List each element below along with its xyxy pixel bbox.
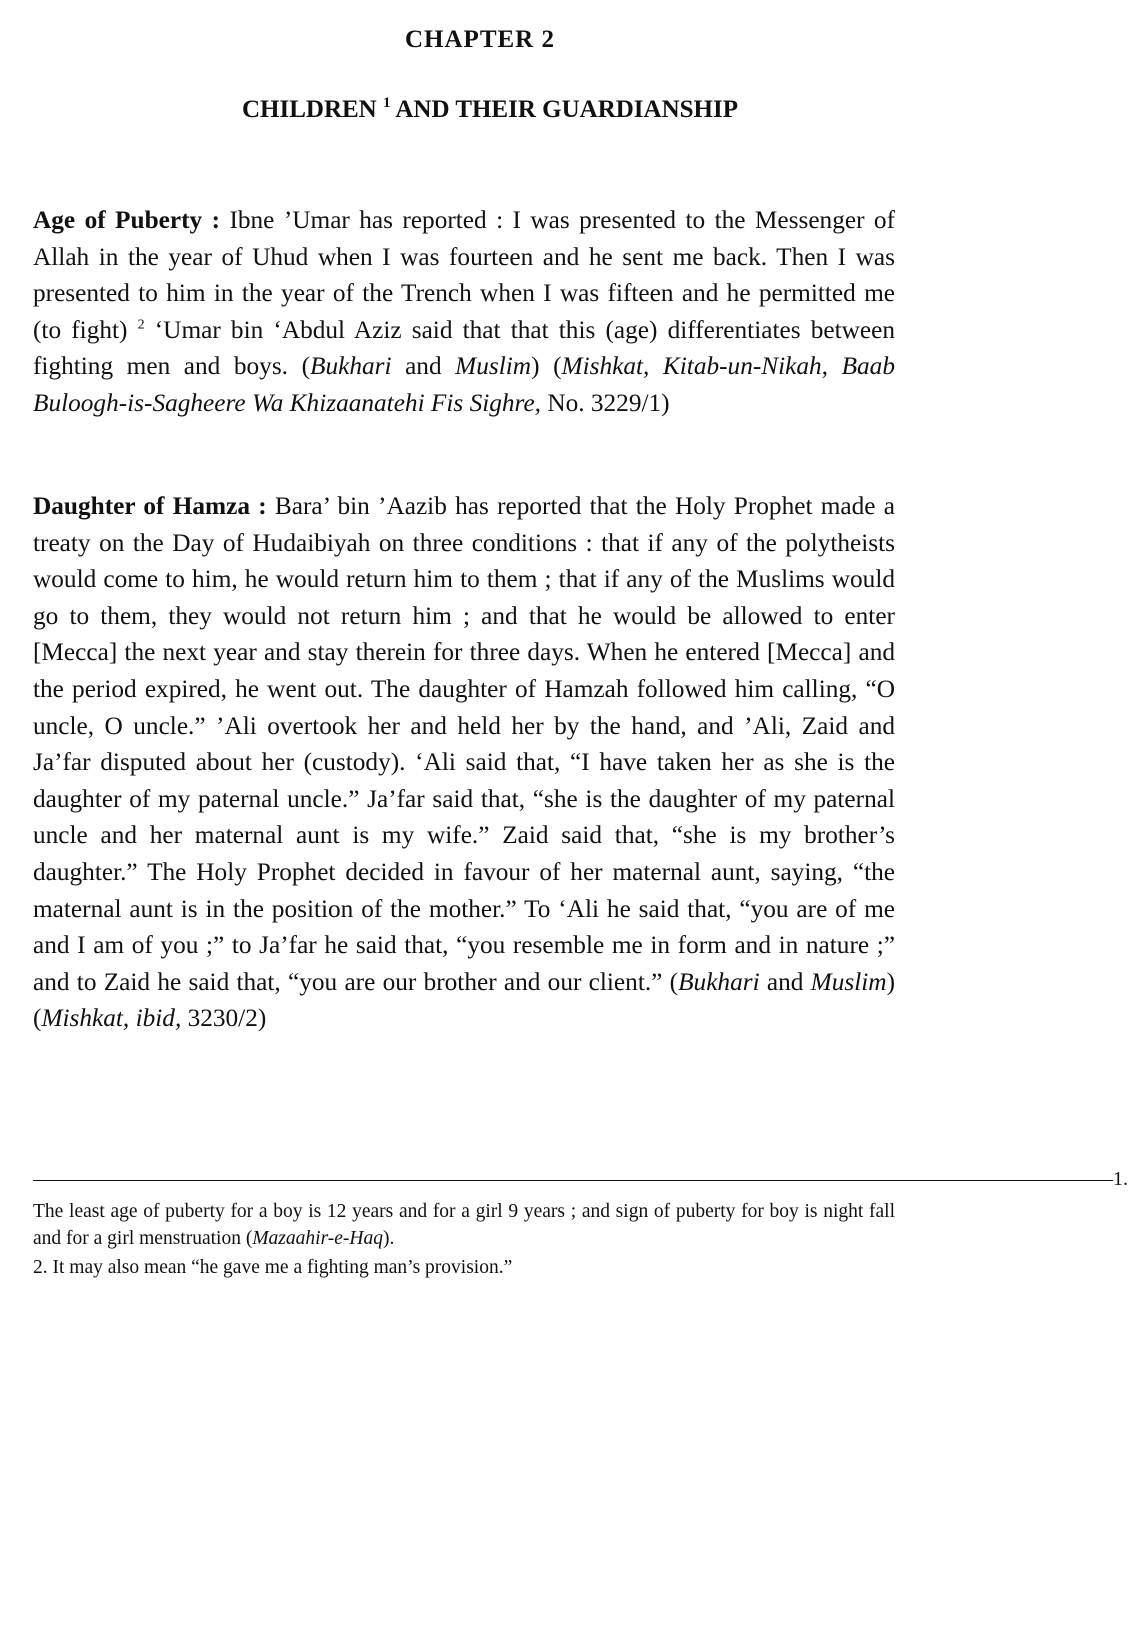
footnote-divider: ——————————————————————————————————————————————————————1. (33, 1168, 1128, 1190)
body-text: 2. It may also mean “he gave me a fighting man’s provision.” (33, 1257, 513, 1278)
paragraph-age-of-puberty (33, 202, 895, 422)
citation-text: Muslim (455, 352, 532, 381)
body-text: Bara’ bin ’Aazib has reported that the Holy Prophet made a treaty on the Day of Hudaibiyah on three conditions : that if any of the polytheists would come to him, he would return him to them ; that if any of the Muslims would go to them, they would not return him ; and that he would be allowed to enter [Mecca] the next year and stay therein for three days. When he entered [Mecca] and the period expired, he went out. The daughter of Hamzah followed him calling, “O uncle, O uncle.” ’Ali overtook her and held her by the hand, and ’Ali, Zaid and Ja’far disputed about her (custody). ‘Ali said that, “I have taken her as she is the daughter of my paternal uncle.” Ja’far said that, “she is the daughter of my paternal uncle and her maternal aunt is my wife.” Zaid said that, “she is my brother’s daughter.” The Holy Prophet decided in favour of her maternal aunt, saying, “the maternal aunt is in the position of the mother.” To ‘Ali he said that, “you are of me and I am of you ;” to Ja’far he said that, “you resemble me in form and in nature ;” and to Zaid he said that, “you are our brother and our client.” ( (33, 492, 895, 996)
citation-text: Bukhari (310, 352, 392, 381)
citation-text: Mazaahir-e-Haq (252, 1228, 383, 1249)
body-text: Ibne ’Umar has reported : I was presented to the Messenger of Allah in the year of Uhud when I was fourteen and he sent me back. Then I was presented to him in the year of the Trench when I was fifteen and he permitted me (to fight) (33, 206, 896, 344)
footnote-2 (33, 1254, 895, 1281)
citation-text: Bukhari (678, 967, 760, 996)
body-text: ). (383, 1228, 395, 1249)
paragraph-lead: Age of Puberty : (33, 206, 221, 234)
citation-text: Mishkat, ibid, (41, 1004, 182, 1033)
chapter-number: CHAPTER 2 (405, 26, 555, 53)
citation-text: Mishkat, Kitab-un-Nikah, Baab Buloogh-is-Sagheere Wa Khizaanatehi Fis Sighre, (33, 352, 895, 417)
body-text: The least age of puberty for a boy is 12 years and for a girl 9 years ; and sign of puberty for boy is night fall and for a girl menstruation ( (33, 1201, 895, 1249)
footnote-ref: 2 (137, 317, 145, 333)
body-text: ) ( (33, 967, 895, 1033)
body-text: ‘Umar bin ‘Abdul Aziz said that that this (age) differentiates between fighting men and boys. ( (33, 315, 895, 381)
heading-text: CHILDREN (241, 96, 383, 123)
paragraph-daughter-of-hamza (33, 488, 895, 1037)
paragraph-lead: Daughter of Hamza : (33, 492, 267, 520)
body-text: and (391, 352, 456, 381)
body-text: 3230/2) (181, 1004, 267, 1033)
body-text: and (759, 967, 811, 996)
heading-text: AND THEIR GUARDIANSHIP (390, 96, 738, 123)
citation-text: Muslim (810, 967, 887, 996)
chapter-heading (10, 96, 970, 124)
footnote-ref: 1 (382, 95, 391, 111)
footnote-1 (33, 1198, 895, 1252)
body-text: No. 3229/1) (541, 388, 670, 417)
body-text: ) ( (531, 352, 562, 381)
